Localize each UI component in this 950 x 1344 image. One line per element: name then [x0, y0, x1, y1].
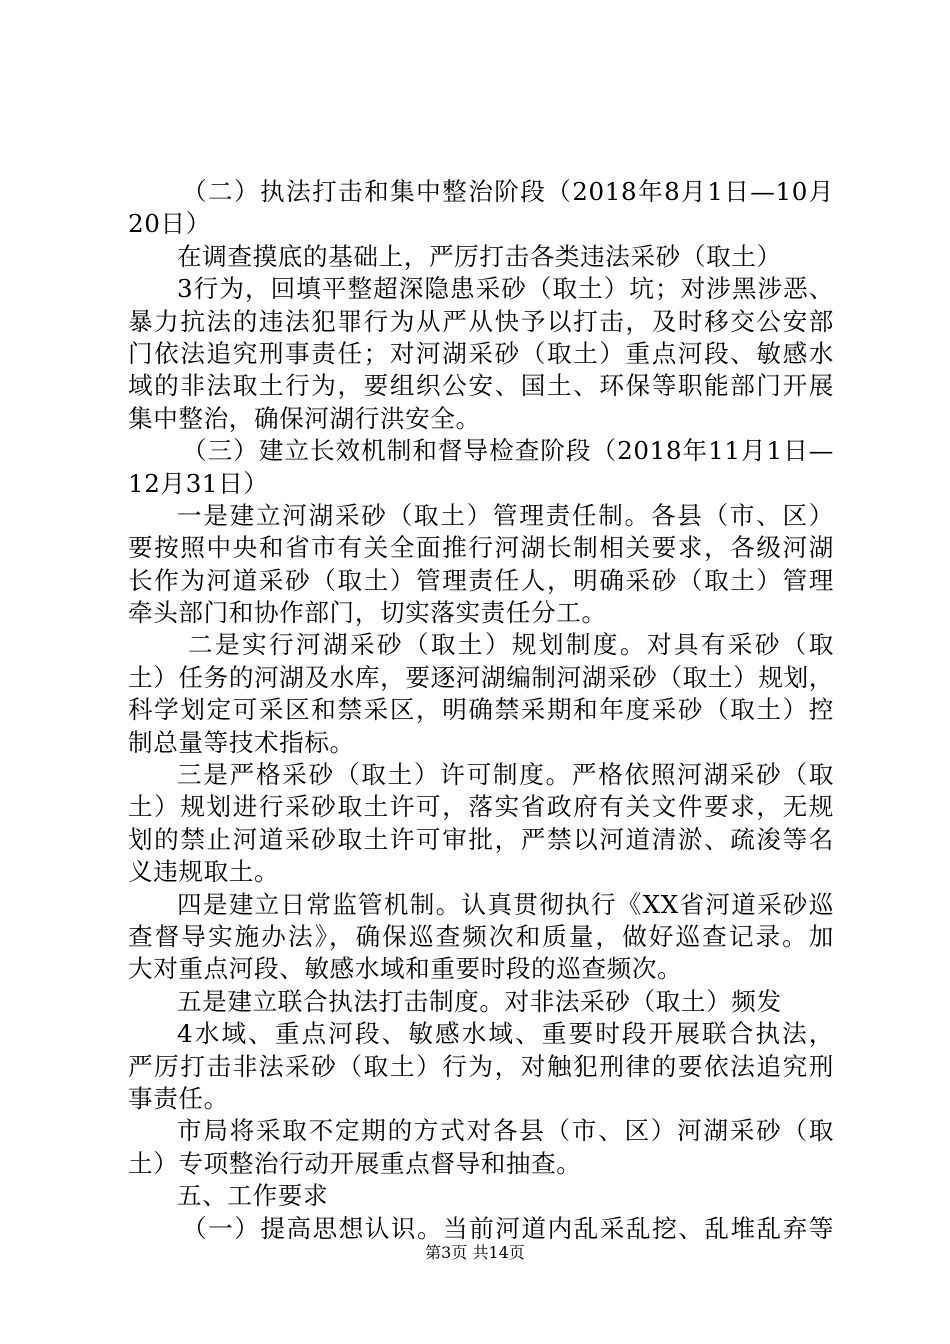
text-line: 科学划定可采区和禁采区，明确禁采期和年度采砂（取土）控 — [128, 695, 834, 725]
section-heading-2: （二）执法打击和集中整治阶段（2018年8月1日—10月 — [182, 177, 834, 206]
paragraph-start: 在调查摸底的基础上，严厉打击各类违法采砂（取土） — [177, 241, 782, 271]
text-line: 事责任。 — [128, 1083, 229, 1113]
text-line: 暴力抗法的违法犯罪行为从严从快予以打击，及时移交公安部 — [128, 306, 834, 336]
text-line: 制总量等技术指标。 — [128, 727, 355, 757]
text-line: 严厉打击非法采砂（取土）行为，对触犯刑律的要依法追究刑 — [128, 1051, 834, 1081]
text-line: 4水域、重点河段、敏感水域、重要时段开展联合执法， — [177, 1019, 834, 1049]
paragraph-start: 五是建立联合执法打击制度。对非法采砂（取土）频发 — [177, 986, 782, 1016]
page-number: 第3页 共14页 — [425, 1243, 525, 1262]
text-line: 土）规划进行采砂取土许可，落实省政府有关文件要求，无规 — [128, 792, 834, 822]
document-body — [128, 176, 834, 1245]
text-line: 牵头部门和协作部门，切实落实责任分工。 — [128, 598, 607, 628]
text-line: 3行为，回填平整超深隐患采砂（取土）坑；对涉黑涉恶、 — [177, 274, 834, 304]
page-footer — [0, 1243, 950, 1263]
paragraph-start: 一是建立河湖采砂（取土）管理责任制。各县（市、区） — [177, 500, 834, 530]
text-line: 查督导实施办法》，确保巡查频次和质量，做好巡查记录。加 — [128, 921, 834, 951]
paragraph-start: 三是严格采砂（取土）许可制度。严格依照河湖采砂（取 — [177, 760, 834, 790]
text-line: 门依法追究刑事责任；对河湖采砂（取土）重点河段、敏感水 — [128, 338, 834, 368]
text-line: 土）专项整治行动开展重点督导和抽查。 — [128, 1148, 582, 1178]
text-line: 12月31日） — [128, 468, 269, 498]
text-line: 域的非法取土行为，要组织公安、国土、环保等职能部门开展 — [128, 371, 834, 401]
text-line: 大对重点河段、敏感水域和重要时段的巡查频次。 — [128, 954, 683, 984]
text-line: 要按照中央和省市有关全面推行河湖长制相关要求，各级河湖 — [128, 533, 834, 563]
paragraph-start: 二是实行河湖采砂（取土）规划制度。对具有采砂（取 — [188, 630, 834, 660]
text-line: 集中整治，确保河湖行洪安全。 — [128, 403, 481, 433]
section-heading-5: 五、工作要求 — [177, 1181, 329, 1211]
text-line: 义违规取土。 — [128, 857, 280, 887]
paragraph-start: （一）提高思想认识。当前河道内乱采乱挖、乱堆乱弃等 — [182, 1213, 834, 1243]
text-line: 土）任务的河湖及水库，要逐河湖编制河湖采砂（取土）规划， — [128, 662, 834, 692]
text-line: 划的禁止河道采砂取土许可审批，严禁以河道清淤、疏浚等名 — [128, 824, 834, 854]
text-line: 20日） — [128, 209, 211, 239]
paragraph-start: 四是建立日常监管机制。认真贯彻执行《XX省河道采砂巡 — [177, 889, 834, 919]
section-heading-3: （三）建立长效机制和督导检查阶段（2018年11月1日— — [182, 436, 834, 466]
text-line: 长作为河道采砂（取土）管理责任人，明确采砂（取土）管理 — [128, 565, 834, 595]
paragraph-start: 市局将采取不定期的方式对各县（市、区）河湖采砂（取 — [177, 1116, 834, 1146]
